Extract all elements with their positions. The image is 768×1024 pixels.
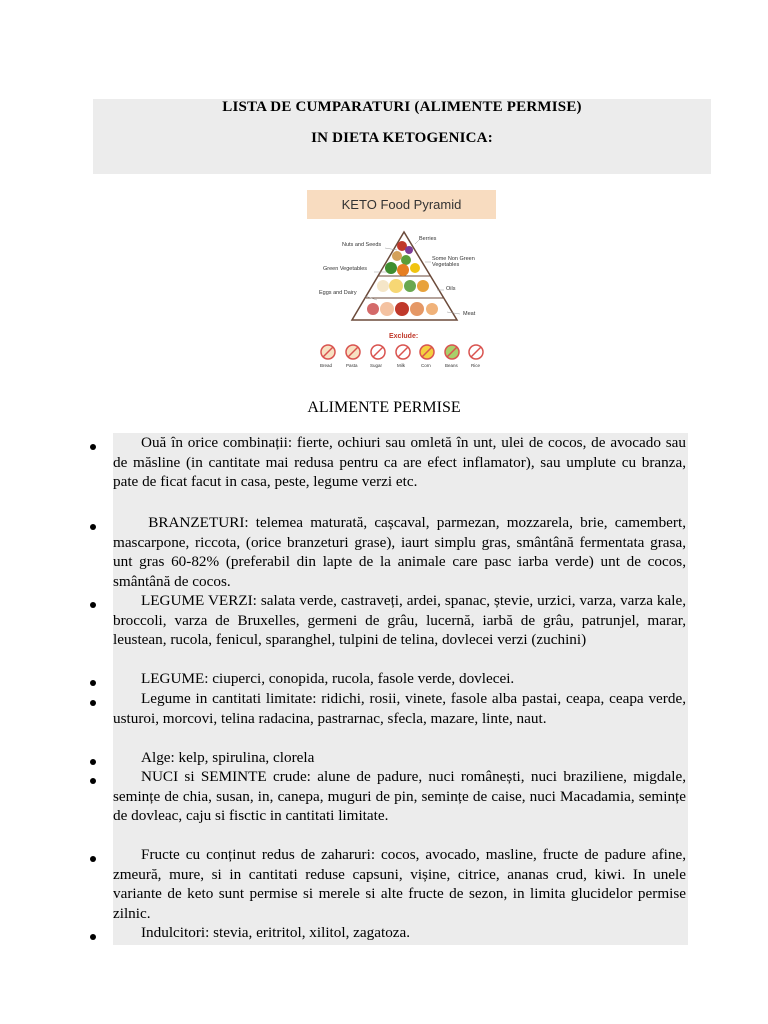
label-non-green-vegetables: Some Non Green Vegetables xyxy=(432,256,475,268)
label-green-vegetables: Green Vegetables xyxy=(323,266,368,272)
list-item-text: Alge: kelp, spirulina, clorela xyxy=(141,749,315,766)
list-item-text: LEGUME: ciuperci, conopida, rucola, fasole verde, dovlecei. xyxy=(141,670,515,687)
pyramid-graphic xyxy=(307,190,496,382)
list-item xyxy=(113,767,686,826)
exclude-icons xyxy=(321,345,483,359)
list-item-text: Indulcitori: stevia, eritritol, xilitol, zagatoza. xyxy=(141,924,411,941)
label-meat: Meat xyxy=(463,311,476,317)
bullet xyxy=(90,602,96,608)
list-item xyxy=(113,513,686,591)
exclude-label-pasta: Pasta xyxy=(346,363,358,368)
exclude-title: Exclude: xyxy=(389,333,419,340)
bullet xyxy=(90,700,96,706)
bullet xyxy=(90,759,96,765)
exclude-label-beans: Beans xyxy=(445,363,458,368)
label-berries: Berries xyxy=(419,236,437,242)
label-eggs-dairy: Eggs and Dairy xyxy=(319,290,357,296)
bullet xyxy=(90,934,96,940)
keto-food-pyramid-image xyxy=(307,190,496,382)
list-item-text: Ouă în orice combinații: fierte, ochiuri sau omletă în unt, ulei de cocos, de avocado sau de măsline (in cantitate mai redusa pentru ca are efect inflamator), sau umplute cu branza, pate de ficat facut in casa, peste, legume verzi etc. xyxy=(113,434,686,490)
bullet xyxy=(90,524,96,530)
figure-banner-bold: Food Pyramid xyxy=(380,197,462,212)
list-item-text: Fructe cu conținut redus de zaharuri: cocos, avocado, masline, fructe de padure afine, zmeură, mure, si in cantitati reduse capsuni, vișine, citrice, ananas crud, kiwi. In unele variante de keto sunt permise si merele si alte fructe de sezon, in limita glucidelor permise zilnic. xyxy=(113,846,686,922)
list-item-text: Legume in cantitati limitate: ridichi, rosii, vinete, fasole alba pastai, ceapa, ceapa verde, usturoi, morcovi, telina radacina, pastrarnac, sfecla, mazare, linte, naut. xyxy=(113,690,686,727)
list-item xyxy=(113,748,686,768)
list-item xyxy=(113,591,686,650)
exclude-label-rice: Rice xyxy=(471,363,481,368)
exclude-label-corn: Corn xyxy=(421,363,431,368)
label-oils: Oils xyxy=(446,286,456,292)
allowed-foods-list xyxy=(113,433,688,945)
exclude-label-milk: Milk xyxy=(397,363,405,368)
bullet xyxy=(90,856,96,862)
exclude-label-sugar: Sugar xyxy=(370,363,383,368)
document-title-line-2: IN DIETA KETOGENICA: xyxy=(311,130,493,146)
bullet xyxy=(90,778,96,784)
list-item-text: NUCI si SEMINTE crude: alune de padure, nuci românești, nuci braziliene, migdale, semințe de chia, susan, in, canepa, muguri de pin, semințe de caise, nuci Macadamia, semințe de dovleac, caju si fisctic in cantitati limitate. xyxy=(113,768,686,824)
title-box xyxy=(93,99,711,174)
list-item xyxy=(113,845,686,923)
figure-banner-light: KETO xyxy=(341,197,377,212)
bullet xyxy=(90,444,96,450)
label-nuts-seeds: Nuts and Seeds xyxy=(342,242,382,248)
bullet xyxy=(90,680,96,686)
list-item xyxy=(113,669,686,689)
document-title-line-1: LISTA DE CUMPARATURI (ALIMENTE PERMISE) xyxy=(222,99,582,115)
section-heading: ALIMENTE PERMISE xyxy=(307,399,461,416)
list-item xyxy=(113,689,686,728)
list-item xyxy=(113,433,686,492)
list-item-text: BRANZETURI: telemea maturată, cașcaval, parmezan, mozzarela, brie, camembert, mascarpone, riccota, (orice branzeturi grase), iaurt simplu gras, smântână fermentata grasa, unt gras 60-82% (preferabil din lapte de la animale care pasc iarba verde) unt de cocos, smântână de cocos. xyxy=(113,514,686,590)
list-item xyxy=(113,923,686,943)
list-item-text: LEGUME VERZI: salata verde, castraveți, ardei, spanac, ștevie, urzici, varza, varza kale, broccoli, varza de Bruxelles, germeni de grâu, lucernă, iarbă de grâu, patrunjel, marar, leustean, rucola, fenicul, sparanghel, tulpini de telina, dovlecei verzi (zuchini) xyxy=(113,592,686,648)
exclude-label-bread: Bread xyxy=(320,363,333,368)
